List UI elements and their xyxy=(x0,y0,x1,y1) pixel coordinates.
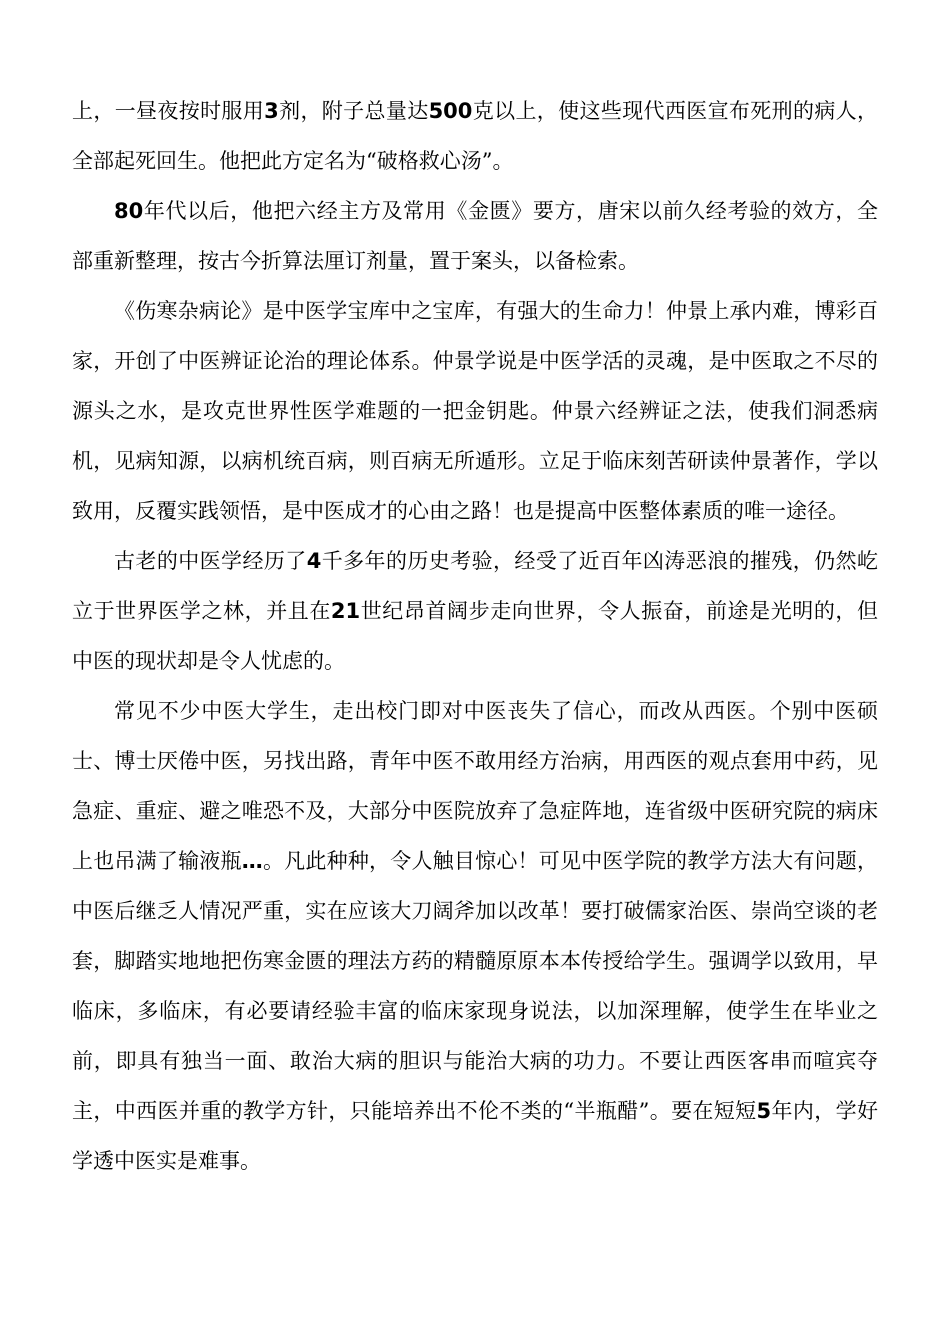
numeral: 80 xyxy=(114,199,144,223)
text-segment: 古老的中医学经历了 xyxy=(114,549,307,573)
ellipsis: … xyxy=(241,849,263,873)
paragraph-1 xyxy=(72,86,878,186)
text-segment: 常见不少中医大学生，走出校门即对中医丧失了信心，而改从西医。个别中医硕士、博士厌倦中医，另找出路，青年中医不敢用经方治病，用西医的观点套用中药，见急症、重症、避之唯恐不及，大部分中医院放弃了急症阵地，连省级中医研究院的病床上也吊满了输液瓶 xyxy=(72,699,878,873)
text-segment: 世纪昂首阔步走向世界，令人振奋，前途是光明的，但中医的现状却是令人忧虑的。 xyxy=(72,599,878,673)
numeral: 4 xyxy=(306,549,322,573)
numeral: 21 xyxy=(330,599,361,623)
paragraph-5 xyxy=(72,686,878,1186)
text-segment: 克以上，使这些现代西医宣布死刑的病人，全部起死回生。他把此方定名为“破格救心汤”。 xyxy=(72,99,879,173)
text-segment: 年内，学好学透中医实是难事。 xyxy=(72,1099,878,1173)
paragraph-3 xyxy=(72,286,878,536)
paragraph-2 xyxy=(72,186,878,286)
document-page xyxy=(72,86,878,1186)
text-segment: 。凡此种种，令人触目惊心！可见中医学院的教学方法大有问题，中医后继乏人情况严重，实在应该大刀阔斧加以改革！要打破儒家治医、崇尚空谈的老套，脚踏实地地把伤寒金匮的理法方药的精髓原原本本传授给学生。强调学以致用，早临床，多临床，有必要请经验丰富的临床家现身说法，以加深理解，使学生在毕业之前，即具有独当一面、敢治大病的胆识与能治大病的功力。不要让西医客串而喧宾夺主，中西医并重的教学方针，只能培养出不伦不类的“半瓶醋”。要在短短 xyxy=(72,849,879,1123)
text-segment: 千多年的历史考验，经受了近百年凶涛恶浪的摧残，仍然屹立于世界医学之林，并且在 xyxy=(72,549,879,623)
paragraph-4 xyxy=(72,536,878,686)
numeral: 3 xyxy=(264,99,279,123)
text-segment: 剂，附子总量达 xyxy=(278,99,429,123)
numeral: 5 xyxy=(756,1099,772,1123)
text-segment: 年代以后，他把六经主方及常用《金匮》要方，唐宋以前久经考验的效方，全部重新整理，按古今折算法厘订剂量，置于案头，以备检索。 xyxy=(72,199,878,273)
text-segment: 上，一昼夜按时服用 xyxy=(72,99,265,123)
numeral: 500 xyxy=(428,99,473,123)
text-segment: 《伤寒杂病论》是中医学宝库中之宝库，有强大的生命力！仲景上承内难，博彩百家，开创了中医辨证论治的理论体系。仲景学说是中医学活的灵魂，是中医取之不尽的源头之水，是攻克世界性医学难题的一把金钥匙。仲景六经辨证之法，使我们洞悉病机，见病知源，以病机统百病，则百病无所遁形。立足于临床刻苦研读仲景著作，学以致用，反覆实践领悟，是中医成才的心由之路！也是提高中医整体素质的唯一途径。 xyxy=(72,299,878,523)
